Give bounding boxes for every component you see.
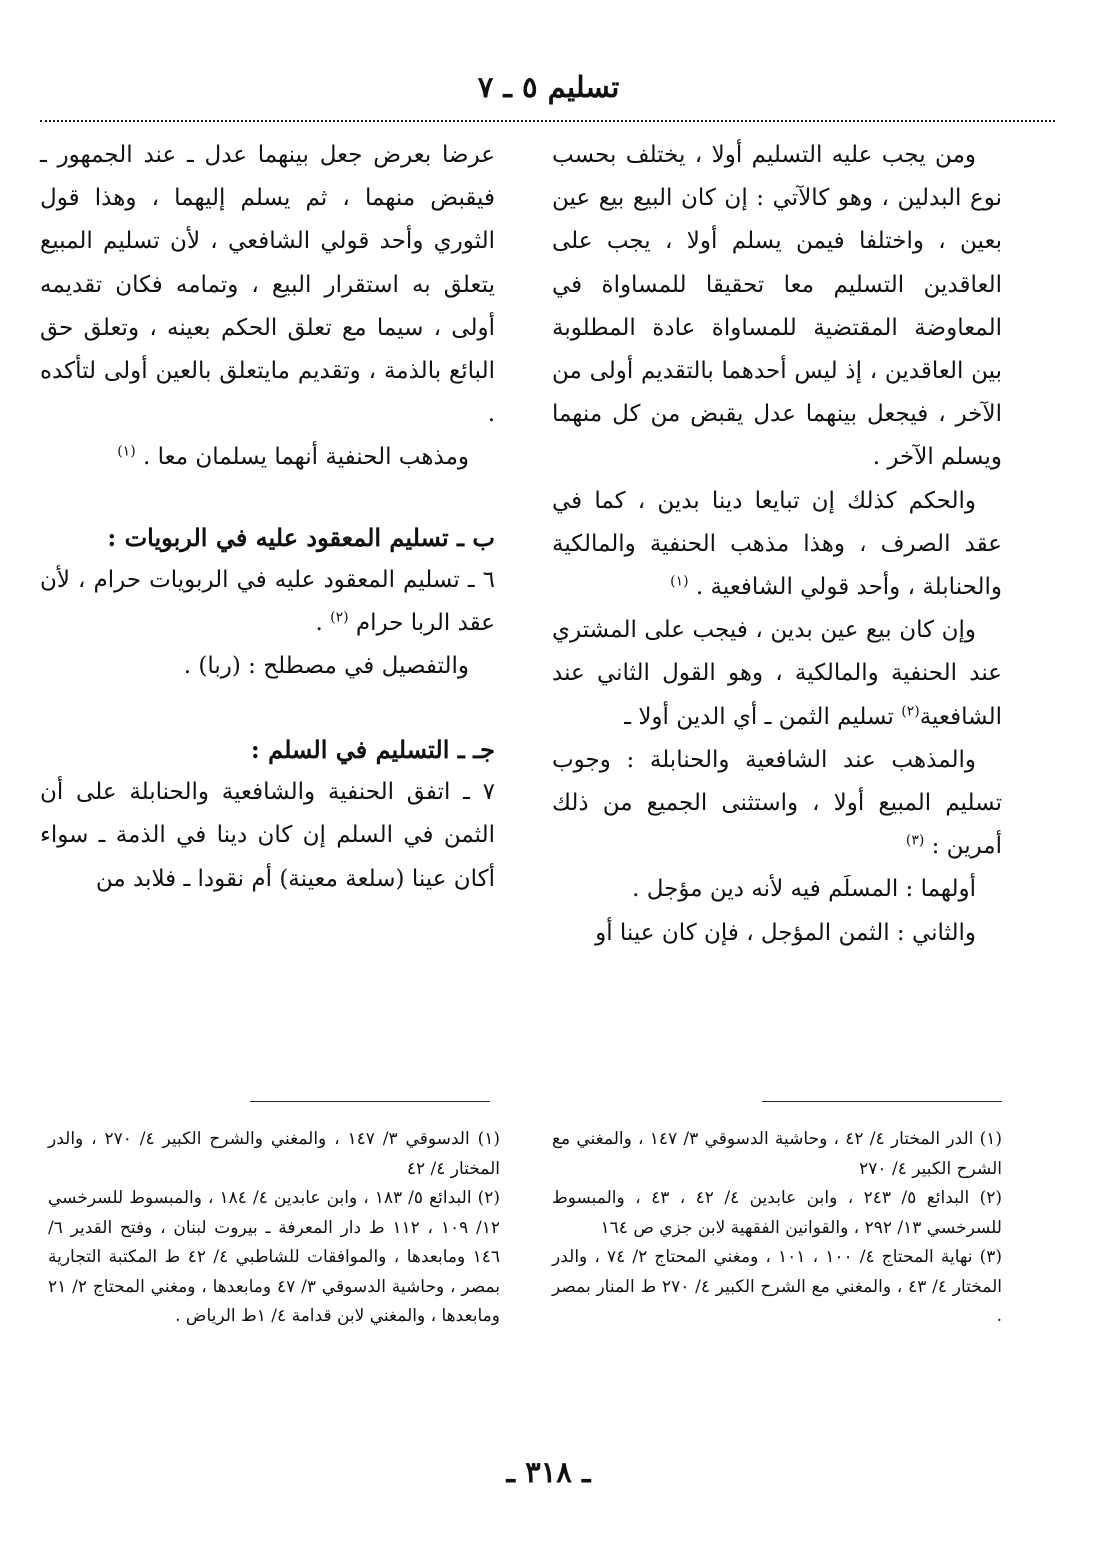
footnote-item: (٣) نهاية المحتاج ٤/ ١٠٠ ، ١٠١ ، ومغني المحتاج ٢/ ٧٤ ، والدر المختار ٤/ ٤٣ ، والمغني مع الشرح الكبير ٤/ ٢٧٠ ط المنار بمصر . [552, 1247, 1002, 1326]
footnote-item: (١) الدر المختار ٤/ ٤٢ ، وحاشية الدسوقي ٣/ ١٤٧ ، والمغني مع الشرح الكبير ٤/ ٢٧٠ [552, 1129, 1002, 1179]
section-heading-c: جـ ـ التسليم في السلم : [250, 735, 495, 765]
left-paragraph-1: عرضا بعرض جعل بينهما عدل ـ عند الجمهور ـ فيقبض منهما ، ثم يسلم إليهما ، وهذا قول الثوري وأحد قولي الشافعي ، لأن تسليم المبيع يتعلق به استقرار البيع ، وتمامه فكان تقديمه أولى ، سيما مع تعلق الحكم بعينه ، وتعلق حق البائع بالذمة ، وتقديم مايتعلق بالعين أولى لتأكده . [40, 142, 495, 428]
left-paragraph-2 [40, 436, 495, 479]
left-paragraph-5: ٧ ـ اتفق الحنفية والشافعية والحنابلة على أن الثمن في السلم إن كان دينا في الذمة ـ سواء أكان عينا (سلعة معينة) أم نقودا ـ فلابد من [40, 779, 495, 892]
footnote-divider-left [250, 1101, 490, 1102]
footnote-divider-right [762, 1101, 1002, 1102]
right-paragraph-4 [552, 739, 1002, 869]
footnotes-right [552, 1125, 1002, 1332]
right-paragraph-3-text: وإن كان بيع عين بدين ، فيجب على المشتري عند الحنفية والمالكية ، وهو القول الثاني عند الشافعية [552, 617, 1002, 730]
right-paragraph-6: والثاني : الثمن المؤجل ، فإن كان عينا أو [595, 919, 976, 946]
right-paragraph-1: ومن يجب عليه التسليم أولا ، يختلف بحسب نوع البدلين ، وهو كالآتي : إن كان البيع بيع عين بعين ، واختلفا فيمن يسلم أولا ، يجب على العاقدين التسليم معا تحقيقا للمساواة في المعاوضة المقتضية للمساواة عادة المطلوبة بين العاقدين ، إذ ليس أحدهما بالتقديم أولى من الآخر ، فيجعل بينهما عدل يقبض من كل منهما ويسلم الآخر . [552, 142, 1002, 471]
footnote-ref: (١) [117, 443, 136, 460]
left-paragraph-3-end: . [315, 609, 331, 636]
header-divider [40, 120, 1055, 122]
section-heading-b: ب ـ تسليم المعقود عليه في الربويات : [107, 522, 495, 552]
page-number: ـ ٣١٨ ـ [506, 1455, 591, 1489]
left-paragraph-2-text: ومذهب الحنفية أنهما يسلمان معا . [142, 444, 469, 471]
footnote-ref: (١) [670, 573, 689, 590]
left-column [40, 134, 495, 901]
footnotes-left [48, 1125, 500, 1332]
right-paragraph-2-text: والحكم كذلك إن تبايعا دينا بدين ، كما في عقد الصرف ، وهذا مذهب الحنفية والمالكية والحنابلة ، وأحد قولي الشافعية . [552, 487, 1002, 601]
page-header-title: تسليم ٥ ـ ٧ [477, 70, 620, 104]
right-column [552, 134, 1002, 955]
right-paragraph-2 [552, 480, 1002, 610]
left-paragraph-3-text: ٦ ـ تسليم المعقود عليه في الربويات حرام ، لأن عقد الربا حرام [40, 566, 495, 636]
right-paragraph-3-text-end: تسليم الثمن ـ أي الدين أولا ـ [624, 703, 902, 730]
left-paragraph-4: والتفصيل في مصطلح : (ربا) . [183, 653, 469, 680]
footnote-ref: (٢) [901, 702, 920, 719]
right-paragraph-3 [552, 609, 1002, 739]
footnote-ref: (٣) [905, 832, 925, 849]
footnote-ref: (٢) [330, 609, 349, 626]
footnote-item: (١) الدسوقي ٣/ ١٤٧ ، والمغني والشرح الكبير ٤/ ٢٧٠ ، والدر المختار ٤/ ٤٢ [48, 1129, 500, 1179]
left-paragraph-3 [40, 559, 495, 645]
footnote-item: (٢) البدائع ٥/ ٢٤٣ ، وابن عابدين ٤/ ٤٢ ، ٤٣ ، والمبسوط للسرخسي ١٣/ ٢٩٢ ، والقوانين الفقهية لابن جزي ص ١٦٤ [552, 1188, 1002, 1238]
footnote-item: (٢) البدائع ٥/ ١٨٣ ، وابن عابدين ٤/ ١٨٤ ، والمبسوط للسرخسي ١٢/ ١٠٩ ، ١١٢ ط دار المعرفة ـ بيروت لبنان ، وفتح القدير ٦/ ١٤٦ ومابعدها ، والموافقات للشاطبي ٤/ ٤٢ ط المكتبة التجارية بمصر ، وحاشية الدسوقي ٣/ ٤٧ ومابعدها ، ومغني المحتاج ٢/ ٢١ ومابعدها ، والمغني لابن قدامة ٤/ ١ط الرياض . [48, 1188, 501, 1326]
right-paragraph-5: أولهما : المسلَم فيه لأنه دين مؤجل . [632, 876, 976, 903]
right-paragraph-4-text: والمذهب عند الشافعية والحنابلة : وجوب تسليم المبيع أولا ، واستثنى الجميع من ذلك أمرين : [552, 746, 1002, 860]
section-spacer [40, 480, 495, 516]
section-spacer [40, 688, 495, 728]
